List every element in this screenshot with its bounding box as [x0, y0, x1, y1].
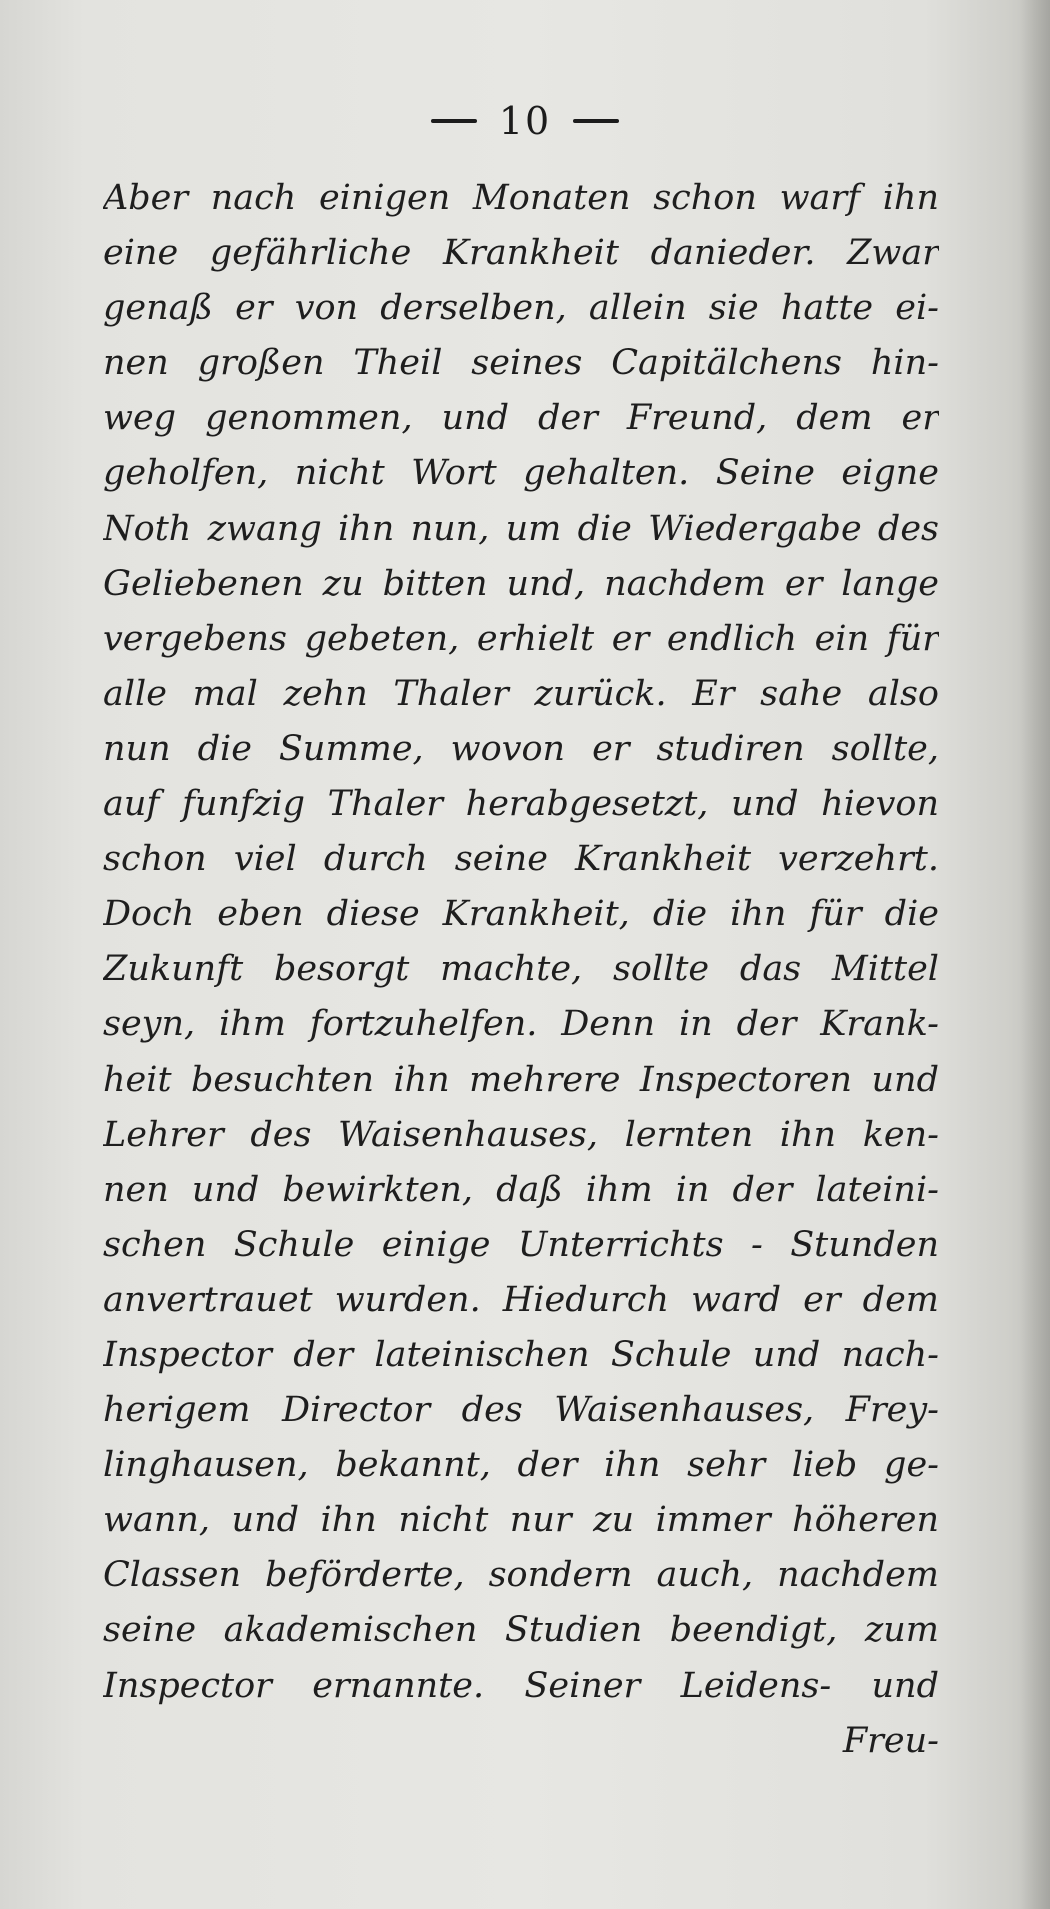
text-line: Zukunft besorgt machte, sollte das Mittel — [103, 949, 939, 990]
text-line: seine akademischen Studien beendigt, zum — [103, 1610, 939, 1651]
text-line: linghausen, bekannt, der ihn sehr lieb ge- — [103, 1445, 939, 1486]
page-gutter-shadow — [1020, 0, 1050, 1909]
text-line: nun die Summe, wovon er studiren sollte, — [103, 728, 939, 769]
text-line: wann, und ihn nicht nur zu immer höheren — [103, 1500, 939, 1541]
text-line: geholfen, nicht Wort gehalten. Seine eigne — [103, 453, 939, 494]
body-text — [103, 171, 939, 1769]
text-line: auf funfzig Thaler herabgesetzt, und hievon — [103, 784, 939, 825]
text-line: heit besuchten ihn mehrere Inspectoren und — [103, 1059, 939, 1100]
text-line: schen Schule einige Unterrichts - Stunden — [103, 1224, 939, 1265]
text-line: Geliebenen zu bitten und, nachdem er lange — [103, 563, 939, 604]
text-line: Classen beförderte, sondern auch, nachdem — [103, 1555, 939, 1596]
text-line: Inspector der lateinischen Schule und nach- — [103, 1334, 939, 1375]
header-dash-left — [431, 119, 477, 123]
text-line: genaß er von derselben, allein sie hatte ei- — [103, 288, 939, 329]
text-line: Inspector ernannte. Seiner Leidens- und — [103, 1665, 939, 1706]
text-line: herigem Director des Waisenhauses, Frey- — [103, 1390, 939, 1431]
catchword: Freu- — [842, 1720, 939, 1761]
text-line: Doch eben diese Krankheit, die ihn für die — [103, 894, 939, 935]
text-line: anvertrauet wurden. Hiedurch ward er dem — [103, 1279, 939, 1320]
page-number: 10 — [498, 99, 552, 143]
text-line: schon viel durch seine Krankheit verzehrt. — [103, 839, 939, 880]
page-header — [0, 96, 1050, 146]
text-line: eine gefährliche Krankheit danieder. Zwar — [103, 233, 939, 274]
text-line: Noth zwang ihn nun, um die Wiedergabe des — [103, 508, 939, 549]
text-line: seyn, ihm fortzuhelfen. Denn in der Krank- — [103, 1004, 939, 1045]
text-line: nen großen Theil seines Capitälchens hin- — [103, 343, 939, 384]
text-line: Lehrer des Waisenhauses, lernten ihn ken- — [103, 1114, 939, 1155]
text-line: vergebens gebeten, erhielt er endlich ein für — [103, 618, 939, 659]
text-line: nen und bewirkten, daß ihm in der lateini- — [103, 1169, 939, 1210]
text-line: Aber nach einigen Monaten schon warf ihn — [103, 178, 939, 218]
text-line: alle mal zehn Thaler zurück. Er sahe also — [103, 673, 939, 714]
header-dash-right — [573, 119, 619, 123]
text-line: weg genommen, und der Freund, dem er — [103, 398, 939, 439]
